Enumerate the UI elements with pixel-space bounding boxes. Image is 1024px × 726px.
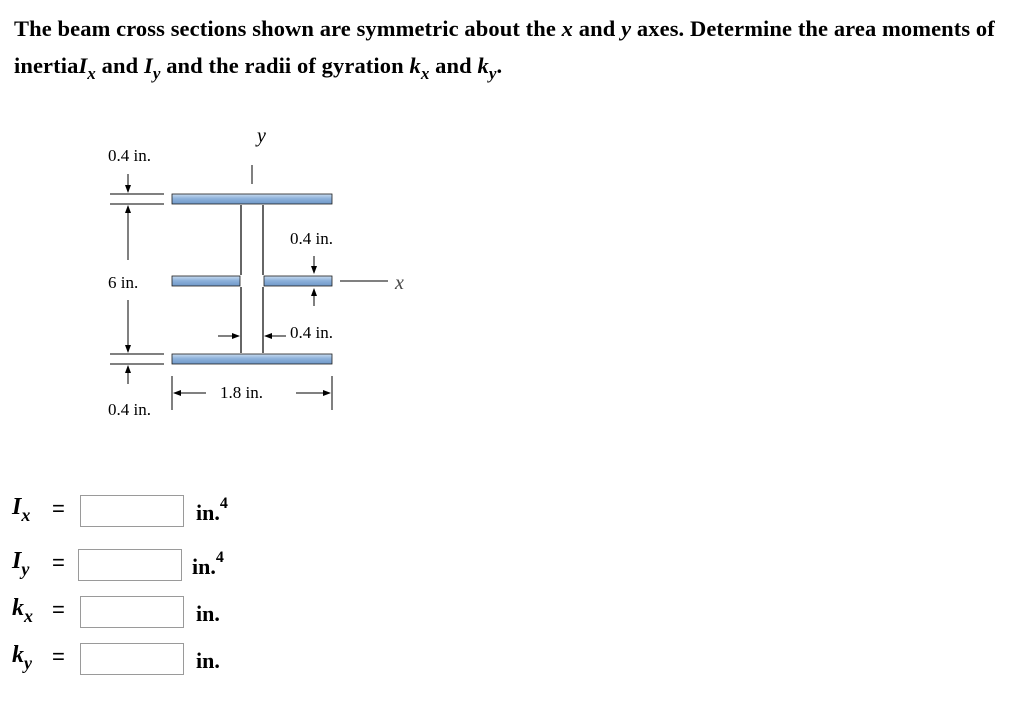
beam-cross-section-figure	[100, 120, 420, 430]
ky-unit: in.	[196, 648, 220, 673]
equals-sign: =	[52, 496, 65, 521]
kx-unit: in.	[196, 601, 220, 626]
dim-mid-flange-thickness: 0.4 in.	[290, 229, 333, 248]
problem-statement: The beam cross sections shown are symmetric about the x and y axes. Determine the area moments of inertiaI$_x$ and $I_y$ and the radii of gyration $k_x$ and $k_y$.	[14, 16, 995, 83]
problem-and-1: and	[578, 16, 616, 41]
dim-web-thickness: 0.4 in.	[290, 323, 333, 342]
Ix-unit: in.$^4$	[196, 495, 228, 525]
equals-sign: =	[52, 644, 65, 669]
equals-sign: =	[52, 550, 65, 575]
mid-flange-left	[172, 276, 240, 286]
label-Iy: $I_y$	[12, 548, 30, 579]
symbol-Ix: $I_x$	[78, 53, 96, 83]
web-outline	[241, 205, 263, 353]
Iy-unit: in.$^4$	[192, 549, 224, 579]
Iy-input[interactable]	[78, 549, 182, 581]
label-kx: $k_x$	[12, 595, 33, 626]
kx-input[interactable]	[80, 596, 184, 628]
y-axis-label: y	[257, 125, 266, 147]
mid-flange-right	[264, 276, 332, 286]
symbol-y: y	[621, 16, 632, 41]
top-flange	[172, 194, 332, 204]
dim-bottom-flange-thickness: 0.4 in.	[108, 400, 151, 419]
ky-input[interactable]	[80, 643, 184, 675]
problem-and-3: and	[435, 53, 472, 78]
dim-top-flange-thickness: 0.4 in.	[108, 146, 151, 165]
label-Ix: $I_x$	[12, 494, 31, 525]
Ix-input[interactable]	[80, 495, 184, 527]
symbol-kx: $k_x$	[409, 53, 430, 83]
label-ky: $k_y$	[12, 642, 32, 673]
symbol-Iy: $I_y$	[143, 53, 161, 83]
dim-width: 1.8 in.	[220, 383, 263, 402]
problem-text-2: axes. Determine the area moments of inertia	[14, 16, 995, 78]
problem-and-2: and	[101, 53, 139, 78]
problem-text-3: and the radii of gyration	[166, 53, 404, 78]
dim-overall-height: 6 in.	[108, 273, 139, 292]
x-axis-label: x	[395, 272, 404, 294]
problem-text-1: The beam cross sections shown are symmetric about the	[14, 16, 556, 41]
symbol-x: x	[561, 16, 574, 41]
equals-sign: =	[52, 597, 65, 622]
symbol-ky: $k_y$	[477, 53, 497, 83]
bottom-flange	[172, 354, 332, 364]
